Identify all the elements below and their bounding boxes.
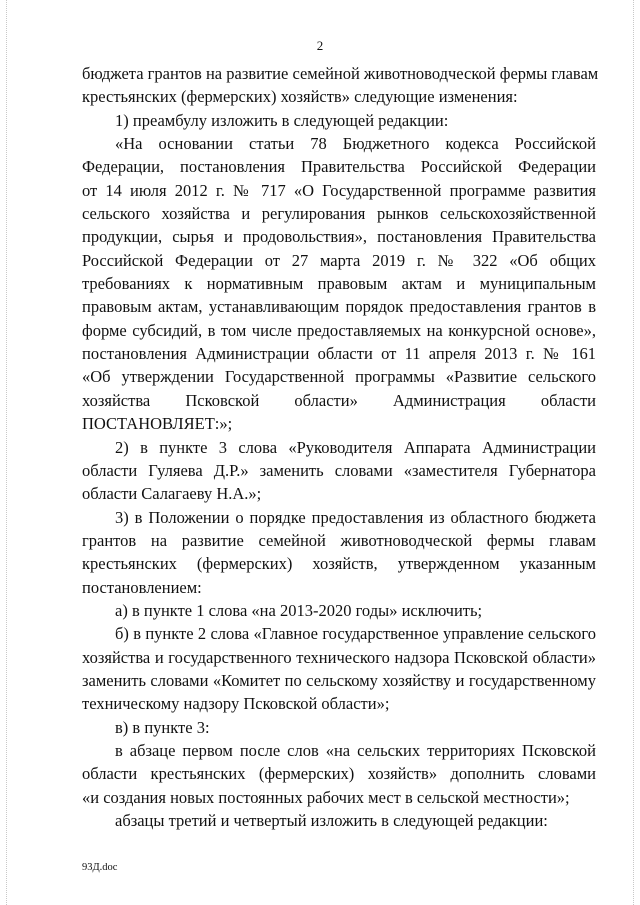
text-line: 1) преамбулу изложить в следующей редакции:: [115, 110, 449, 130]
text-line: сельского хозяйства и регулирования рынков сельскохозяйственной: [82, 204, 596, 224]
text-line: «На основании статьи 78 Бюджетного кодекса Российской: [115, 134, 596, 154]
text-line: «и создания новых постоянных рабочих мест в сельской местности»;: [82, 787, 570, 807]
scan-edge-right: [633, 0, 634, 905]
text-line: хозяйства и государственного технического надзора Псковской области»: [82, 647, 596, 667]
text-line: хозяйства Псковской области» Администрация области: [82, 390, 596, 410]
text-line: 3) в Положении о порядке предоставления из областного бюджета: [115, 507, 596, 527]
text-line: требованиях к нормативным правовым актам и муниципальным: [82, 274, 596, 294]
text-line: постановления Администрации области от 11 апреля 2013 г. № 161: [82, 344, 596, 364]
document-body: [82, 62, 599, 832]
text-line: области крестьянских (фермерских) хозяйств» дополнить словами: [82, 764, 596, 784]
text-line: от 14 июля 2012 г. № 717 «О Государственной программе развития: [82, 180, 596, 200]
text-line: в абзаце первом после слов «на сельских территориях Псковской: [115, 740, 596, 760]
text-line: заменить словами «Комитет по сельскому хозяйству и государственному: [82, 670, 596, 690]
text-line: техническому надзору Псковской области»;: [82, 694, 390, 714]
text-line: в) в пункте 3:: [115, 717, 210, 737]
text-line: правовым актам, устанавливающим порядок предоставления грантов в: [82, 297, 596, 317]
text-line: «Об утверждении Государственной программы «Развитие сельского: [82, 367, 596, 387]
text-line: ПОСТАНОВЛЯЕТ:»;: [82, 414, 233, 434]
page-number: 2: [316, 38, 324, 53]
text-line: 2) в пункте 3 слова «Руководителя Аппарата Администрации: [115, 437, 596, 457]
text-line: Российской Федерации от 27 марта 2019 г. № 322 «Об общих: [82, 250, 596, 270]
text-line: б) в пункте 2 слова «Главное государственное управление сельского: [115, 624, 596, 644]
text-line: области Салагаеву Н.А.»;: [82, 484, 262, 504]
text-line: форме субсидий, в том числе предоставляемых на конкурсной основе»,: [82, 320, 596, 340]
scan-edge-left: [6, 0, 7, 905]
text-line: крестьянских (фермерских) хозяйств, утвержденном указанным: [82, 554, 596, 574]
text-line: абзацы третий и четвертый изложить в следующей редакции:: [115, 811, 548, 830]
text-line: грантов на развитие семейной животноводческой фермы главам: [82, 530, 596, 550]
text-line: бюджета грантов на развитие семейной животноводческой фермы главам: [82, 64, 599, 83]
text-line: Федерации, постановления Правительства Российской Федерации: [82, 157, 596, 177]
text-line: области Гуляева Д.Р.» заменить словами «заместителя Губернатора: [82, 460, 596, 480]
text-line: а) в пункте 1 слова «на 2013-2020 годы» исключить;: [115, 600, 483, 620]
text-line: продукции, сырья и продовольствия», постановления Правительства: [82, 227, 596, 247]
footer-filename: 93Д.doc: [82, 862, 118, 873]
text-line: крестьянских (фермерских) хозяйств» следующие изменения:: [82, 87, 518, 107]
text-line: постановлением:: [82, 577, 202, 597]
